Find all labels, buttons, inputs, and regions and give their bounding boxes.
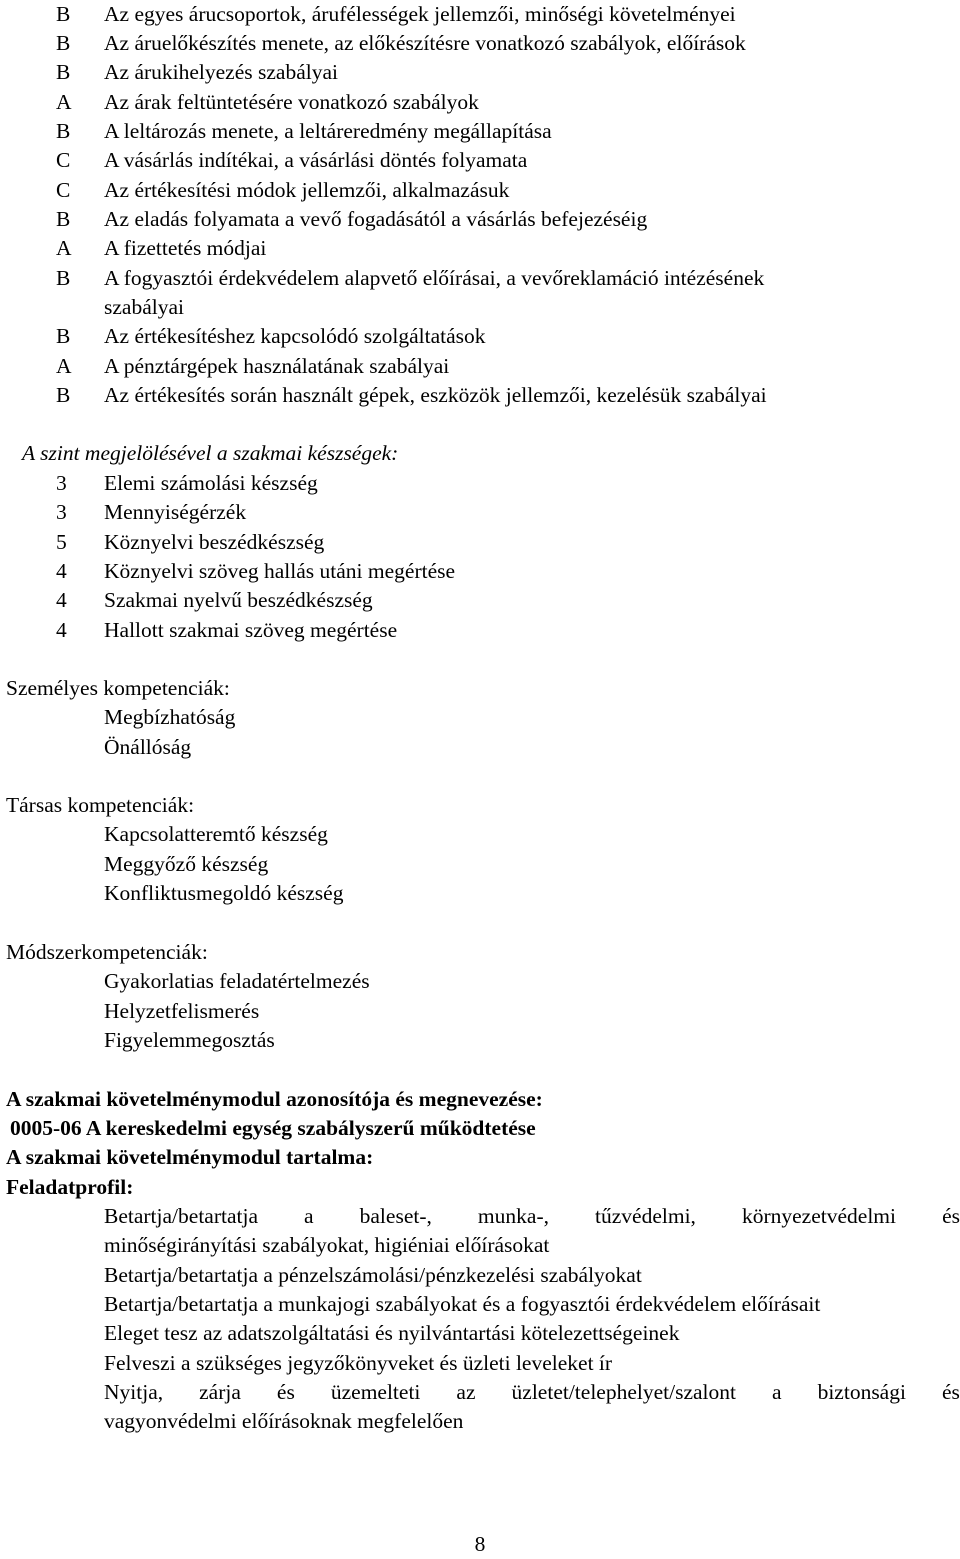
item-text: A fizettetés módjai xyxy=(104,236,267,260)
level-label: 5 xyxy=(56,530,67,554)
level-label: A xyxy=(56,354,72,378)
level-label: C xyxy=(56,178,71,202)
item-text: Az egyes árucsoportok, árufélességek jellemzői, minőségi követelményei xyxy=(104,2,736,26)
item-text: A vásárlás indítékai, a vásárlási döntés folyamata xyxy=(104,148,528,172)
item-text: Az árukihelyezés szabályai xyxy=(104,60,338,84)
list-item: Figyelemmegosztás xyxy=(104,1028,275,1052)
word: tűzvédelmi, xyxy=(595,1204,696,1228)
social-heading: Társas kompetenciák: xyxy=(6,793,195,817)
list-item: Helyzetfelismerés xyxy=(104,999,260,1023)
level-label: B xyxy=(56,383,71,407)
profile-heading: Feladatprofil: xyxy=(6,1175,134,1199)
level-label: B xyxy=(56,2,71,26)
item-text: Köznyelvi beszédkészség xyxy=(104,530,325,554)
task-item: Felveszi a szükséges jegyzőkönyveket és üzleti leveleket ír xyxy=(104,1351,613,1375)
item-text: Az eladás folyamata a vevő fogadásától a vásárlás befejezéséig xyxy=(104,207,648,231)
level-label: C xyxy=(56,148,71,172)
task-item: Betartja/betartatja a pénzelszámolási/pénzkezelési szabályokat xyxy=(104,1263,642,1287)
task-item: Eleget tesz az adatszolgáltatási és nyilvántartási kötelezettségeinek xyxy=(104,1321,680,1345)
word: környezetvédelmi xyxy=(741,1204,897,1228)
level-label: 4 xyxy=(56,618,67,642)
word: a xyxy=(304,1204,314,1228)
level-label: 4 xyxy=(56,588,67,612)
item-text: Mennyiségérzék xyxy=(104,500,247,524)
level-label: 3 xyxy=(56,471,67,495)
task-item xyxy=(104,1378,960,1407)
list-item: Meggyőző készség xyxy=(104,852,269,876)
level-label: B xyxy=(56,324,71,348)
word: üzletet/telephelyet/szalont xyxy=(511,1380,736,1404)
level-label: B xyxy=(56,60,71,84)
item-text: A fogyasztói érdekvédelem alapvető előírásai, a vevőreklamáció intézésének xyxy=(104,266,765,290)
item-text: Az árak feltüntetésére vonatkozó szabályok xyxy=(104,90,479,114)
level-label: B xyxy=(56,266,71,290)
word: Betartja/betartatja xyxy=(104,1204,258,1228)
word: baleset-, xyxy=(359,1204,432,1228)
task-item-continuation: minőségirányítási szabályokat, higiéniai előírásokat xyxy=(104,1233,550,1257)
module-id-name: 0005-06 A kereskedelmi egység szabályszerű működtetése xyxy=(10,1116,536,1140)
word: a xyxy=(772,1380,782,1404)
list-item: Kapcsolatteremtő készség xyxy=(104,822,328,846)
item-text: Az értékesítési módok jellemzői, alkalmazásuk xyxy=(104,178,510,202)
module-id-heading: A szakmai követelménymodul azonosítója és megnevezése: xyxy=(6,1087,543,1111)
word: biztonsági xyxy=(817,1380,906,1404)
task-item xyxy=(104,1202,960,1231)
word: és xyxy=(276,1380,295,1404)
item-text: Elemi számolási készség xyxy=(104,471,318,495)
word: és xyxy=(941,1380,960,1404)
item-text: Az értékesítéshez kapcsolódó szolgáltatások xyxy=(104,324,486,348)
list-item: Megbízhatóság xyxy=(104,705,236,729)
list-item: Önállóság xyxy=(104,735,192,759)
word: üzemelteti xyxy=(330,1380,421,1404)
level-label: 3 xyxy=(56,500,67,524)
module-content-heading: A szakmai követelménymodul tartalma: xyxy=(6,1145,374,1169)
item-text: Az áruelőkészítés menete, az előkészítésre vonatkozó szabályok, előírások xyxy=(104,31,746,55)
word: az xyxy=(456,1380,476,1404)
word: zárja xyxy=(199,1380,241,1404)
level-label: B xyxy=(56,119,71,143)
word: munka-, xyxy=(477,1204,549,1228)
item-text: A pénztárgépek használatának szabályai xyxy=(104,354,450,378)
personal-heading: Személyes kompetenciák: xyxy=(6,676,230,700)
method-heading: Módszerkompetenciák: xyxy=(6,940,208,964)
skills-heading: A szint megjelölésével a szakmai készségek: xyxy=(22,441,399,465)
level-label: B xyxy=(56,31,71,55)
item-text: Köznyelvi szöveg hallás utáni megértése xyxy=(104,559,456,583)
item-text: Hallott szakmai szöveg megértése xyxy=(104,618,398,642)
level-label: B xyxy=(56,207,71,231)
level-label: A xyxy=(56,90,72,114)
level-label: A xyxy=(56,236,72,260)
task-item-continuation: vagyonvédelmi előírásoknak megfelelően xyxy=(104,1409,464,1433)
list-item: Gyakorlatias feladatértelmezés xyxy=(104,969,370,993)
item-text: szabályai xyxy=(104,295,184,319)
item-text: Szakmai nyelvű beszédkészség xyxy=(104,588,373,612)
page-number: 8 xyxy=(474,1532,486,1556)
level-label: 4 xyxy=(56,559,67,583)
word: és xyxy=(942,1204,960,1228)
task-item: Betartja/betartatja a munkajogi szabályokat és a fogyasztói érdekvédelem előírásait xyxy=(104,1292,821,1316)
word: Nyitja, xyxy=(104,1380,164,1404)
item-text: A leltározás menete, a leltáreredmény megállapítása xyxy=(104,119,552,143)
list-item: Konfliktusmegoldó készség xyxy=(104,881,344,905)
item-text: Az értékesítés során használt gépek, eszközök jellemzői, kezelésük szabályai xyxy=(104,383,767,407)
